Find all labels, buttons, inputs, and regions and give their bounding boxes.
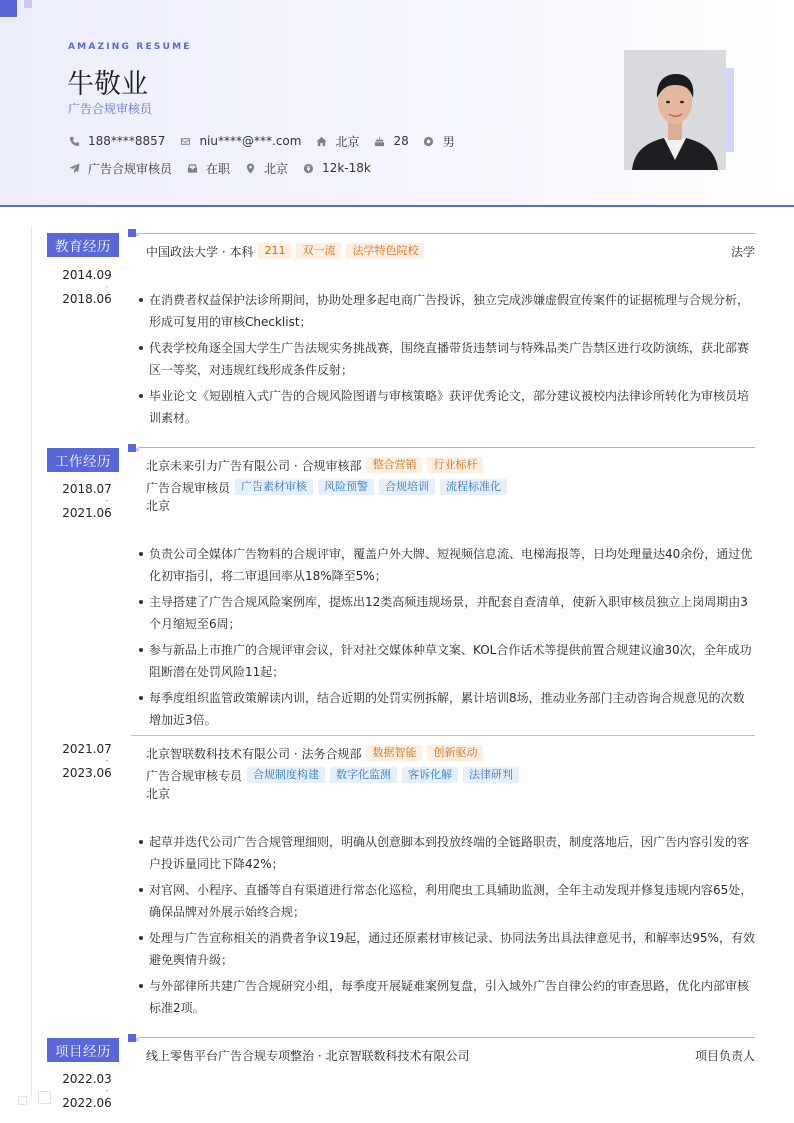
edu-bullet: 代表学校角逐全国大学生广告法规实务挑战赛，围绕直播带货违禁词与特殊品类广告禁区进行攻防演练，获北部赛区一等奖，对违规红线形成条件反射； bbox=[137, 337, 755, 381]
project-name: 线上零售平台广告合规专项整治 · 北京智联数科技术有限公司 bbox=[146, 1048, 470, 1063]
target-city-item bbox=[244, 160, 288, 177]
section-marker-small bbox=[136, 448, 139, 451]
project-role: 项目负责人 bbox=[694, 1049, 755, 1063]
job-company-line bbox=[146, 744, 483, 762]
profile-photo bbox=[624, 50, 726, 170]
phone-item bbox=[68, 134, 165, 148]
job-start-date: 2021.07 bbox=[62, 742, 112, 756]
skill-tag: 法律研判 bbox=[463, 767, 519, 783]
email-text: niu****@***.com bbox=[199, 134, 302, 148]
home-icon bbox=[315, 135, 327, 147]
skill-tag: 合规制度构建 bbox=[247, 767, 325, 783]
job-bullet: 起草并迭代公司广告合规管理细则，明确从创意脚本到投放终端的全链路职责，制度落地后，因广告内容引发的客户投诉量同比下降42%； bbox=[137, 831, 755, 875]
status-text: 在职 bbox=[206, 161, 231, 176]
job-bullet: 处理与广告宣称相关的消费者争议19起，通过还原素材审核记录、协同法务出具法律意见书，和解率达95%，有效避免舆情升级； bbox=[137, 927, 755, 971]
section-marker-small bbox=[136, 1038, 139, 1041]
section-title-education: 教育经历 bbox=[47, 233, 119, 257]
section-title-project: 项目经历 bbox=[47, 1038, 119, 1062]
company-tag: 整合营销 bbox=[366, 457, 422, 473]
skill-tag: 广告素材审核 bbox=[235, 479, 313, 495]
edu-end-date: 2018.06 bbox=[62, 292, 112, 306]
job-position-line bbox=[146, 478, 507, 496]
salary-text: 12k-18k bbox=[322, 161, 371, 175]
job-bullet-list bbox=[137, 543, 755, 735]
age-text: 28 bbox=[393, 134, 409, 148]
intention-row bbox=[68, 159, 385, 177]
target-city-text: 北京 bbox=[264, 161, 289, 176]
skill-tag: 合规培训 bbox=[379, 479, 435, 495]
job-position: 广告合规审核专员 bbox=[146, 768, 243, 783]
gender-text: 男 bbox=[442, 134, 455, 149]
date-separator: - bbox=[105, 756, 109, 765]
section-marker bbox=[128, 229, 136, 237]
edu-tag: 法学特色院校 bbox=[346, 243, 424, 259]
job-divider bbox=[131, 735, 755, 736]
job-bullet-list bbox=[137, 831, 755, 1023]
gender-icon bbox=[423, 135, 435, 147]
job-position-line bbox=[146, 766, 519, 784]
edu-bullet: 毕业论文《短剧植入式广告的合规风险图谱与审核策略》获评优秀论文，部分建议被校内法律诊所转化为审核员培训素材。 bbox=[137, 385, 755, 429]
job-company: 北京智联数科技术有限公司 · 法务合规部 bbox=[146, 746, 362, 761]
project-start-date: 2022.03 bbox=[62, 1072, 112, 1086]
company-tag: 行业标杆 bbox=[427, 457, 483, 473]
edu-major: 法学 bbox=[730, 245, 755, 259]
phone-text: 188****8857 bbox=[88, 134, 166, 148]
job-bullet: 负责公司全媒体广告物料的合规评审，覆盖户外大牌、短视频信息流、电梯海报等，日均处理量达40余份，通过优化初审指引，将二审退回率从18%降至5%； bbox=[137, 543, 755, 587]
company-tag: 数据智能 bbox=[366, 745, 422, 761]
date-separator: - bbox=[105, 282, 109, 291]
edu-tag: 双一流 bbox=[296, 243, 341, 259]
contact-row bbox=[68, 132, 469, 150]
section-divider bbox=[139, 447, 755, 448]
job-end-date: 2023.06 bbox=[62, 766, 112, 780]
job-bullet: 对官网、小程序、直播等自有渠道进行常态化巡检，利用爬虫工具辅助监测，全年主动发现并修复违规内容65处，确保品牌对外展示始终合规； bbox=[137, 879, 755, 923]
edu-tag: 211 bbox=[258, 243, 291, 259]
city-text: 北京 bbox=[335, 134, 360, 149]
location-pin-icon bbox=[244, 162, 256, 174]
job-company: 北京未来引力广告有限公司 · 合规审核部 bbox=[146, 458, 362, 473]
city-item bbox=[315, 133, 359, 150]
edu-bullet: 在消费者权益保护法诊所期间，协助处理多起电商广告投诉，独立完成涉嫌虚假宣传案件的证据梳理与合规分析，形成可复用的审核Checklist； bbox=[137, 289, 755, 333]
salary-item bbox=[302, 161, 371, 175]
email-item bbox=[179, 134, 301, 148]
job-bullet: 与外部律所共建广告合规研究小组，每季度开展疑难案例复盘，引入域外广告自律公约的审查思路，优化内部审核标准2项。 bbox=[137, 975, 755, 1019]
edu-school-line bbox=[146, 242, 424, 260]
inbox-icon bbox=[186, 162, 198, 174]
section-marker bbox=[128, 444, 136, 452]
edu-school: 中国政法大学 · 本科 bbox=[146, 244, 254, 259]
target-position-item bbox=[68, 160, 172, 177]
money-icon bbox=[302, 162, 314, 174]
timeline-rail bbox=[31, 226, 32, 1096]
status-item bbox=[186, 160, 230, 177]
target-position-text: 广告合规审核员 bbox=[88, 161, 173, 176]
candidate-role: 广告合规审核员 bbox=[68, 102, 153, 116]
job-company-line bbox=[146, 456, 483, 474]
skill-tag: 客诉化解 bbox=[402, 767, 458, 783]
section-title-work: 工作经历 bbox=[47, 448, 119, 472]
job-position: 广告合规审核员 bbox=[146, 480, 231, 495]
corner-square bbox=[0, 0, 17, 17]
skill-tag: 数字化监测 bbox=[330, 767, 397, 783]
project-end-date: 2022.06 bbox=[62, 1096, 112, 1110]
mail-icon bbox=[179, 135, 191, 147]
corner-decoration bbox=[18, 1096, 27, 1105]
job-location: 北京 bbox=[146, 786, 171, 801]
skill-tag: 风险预警 bbox=[318, 479, 374, 495]
job-bullet: 参与新品上市推广的合规评审会议，针对社交媒体种草文案、KOL合作话术等提供前置合规建议逾30次，全年成功阻断潜在处罚风险11起； bbox=[137, 639, 755, 683]
job-location: 北京 bbox=[146, 498, 171, 513]
age-item bbox=[373, 134, 408, 148]
job-start-date: 2018.07 bbox=[62, 482, 112, 496]
section-divider bbox=[139, 1037, 755, 1038]
phone-icon bbox=[68, 135, 80, 147]
header-divider bbox=[0, 205, 794, 207]
edu-bullet-list bbox=[137, 289, 755, 433]
job-bullet: 主导搭建了广告合规风险案例库，提炼出12类高频违规场景，并配套自查清单，使新入职审核员独立上岗周期由3个月缩短至6周； bbox=[137, 591, 755, 635]
section-divider bbox=[139, 233, 755, 234]
job-bullet: 每季度组织监管政策解读内训，结合近期的处罚实例拆解，累计培训8场，推动业务部门主动咨询合规意见的次数增加近3倍。 bbox=[137, 687, 755, 731]
company-tag: 创新驱动 bbox=[427, 745, 483, 761]
corner-square-small bbox=[24, 0, 32, 8]
cake-icon bbox=[373, 135, 385, 147]
candidate-name: 牛敬业 bbox=[67, 69, 148, 100]
job-end-date: 2021.06 bbox=[62, 506, 112, 520]
brand-label: AMAZING RESUME bbox=[68, 42, 192, 52]
gender-item bbox=[423, 133, 455, 150]
date-separator: - bbox=[105, 496, 109, 505]
corner-decoration bbox=[38, 1091, 51, 1104]
section-marker bbox=[128, 1034, 136, 1042]
send-icon bbox=[68, 162, 80, 174]
edu-start-date: 2014.09 bbox=[62, 268, 112, 282]
date-separator: - bbox=[105, 1086, 109, 1095]
skill-tag: 流程标准化 bbox=[440, 479, 507, 495]
